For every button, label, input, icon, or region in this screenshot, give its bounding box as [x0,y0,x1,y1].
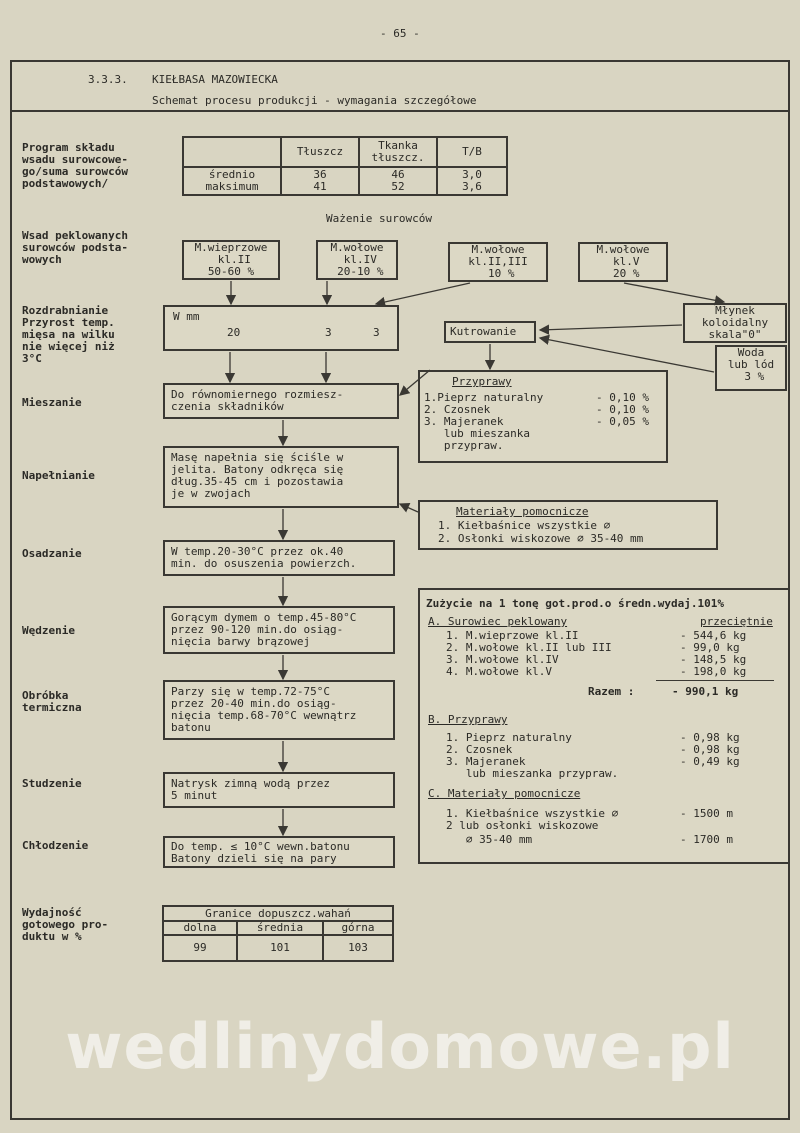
consumption-value: - 544,6 kg [680,629,747,642]
consumption-item: ∅ 35-40 mm [446,833,533,846]
consumption-item: 3. Majeranek [446,755,526,768]
consumption-total-label: Razem : [588,685,635,698]
label-wsad: Wsad peklowanych surowców podsta- wowych [22,229,128,266]
label-mieszanie: Mieszanie [22,396,82,409]
yield-header: górna [323,921,393,935]
aux-item: 1. Kiełbaśnice wszystkie ∅ [438,519,611,532]
step-osadzanie: W temp.20-30°C przez ok.40 min. do osuszenia powierzch. [163,540,395,576]
comp-cell: 52 [391,180,405,193]
grinding-plate: 3 [373,326,380,339]
step-napelnianie: Masę napełnia się ściśle w jelita. Batony odkręca się dług.35-45 cm i pozostawia je w zwojach [163,446,399,508]
kutrowanie-box: Kutrowanie [444,321,536,343]
raw-material-box: M.wołowe kl.V 20 % [578,242,668,282]
raw-material-box: M.wołowe kl.II,III 10 % [448,242,548,282]
section-number: 3.3.3. [88,73,128,86]
consumption-total-value: - 990,1 kg [672,685,739,698]
label-wedzenie: Wędzenie [22,624,75,637]
comp-cell: 46 [391,168,405,181]
step-wedzenie: Gorącym dymem o temp.45-80°C przez 90-120 min.do osiąg- nięcia barwy brązowej [163,606,395,654]
consumption-item: 1. Kiełbaśnice wszystkie ∅ [446,807,619,820]
step-mieszanie: Do równomiernego rozmiesz- czenia składników [163,383,399,419]
grinding-unit: W mm [173,310,200,323]
consumption-value: - 148,5 kg [680,653,747,666]
arrow [376,283,470,304]
mill-box: Młynek koloidalny skala"0" [683,303,787,343]
spice-value: - 0,10 % [596,391,649,404]
consumption-a-title: A. Surowiec peklowany [428,615,568,628]
yield-value: 99 [163,935,237,961]
arrow [400,370,430,395]
consumption-b-title: B. Przyprawy [428,713,508,726]
consumption-item: 2. Czosnek [446,743,513,756]
section-subtitle: Schemat procesu produkcji - wymagania szczegółowe [152,94,477,107]
consumption-avg-label: przeciętnie [700,615,773,628]
arrow [540,338,714,372]
comp-cell: 41 [313,180,327,193]
aux-title: Materiały pomocnicze [456,505,589,518]
section-title: KIEŁBASA MAZOWIECKA [152,73,278,86]
grinding-plate: 3 [325,326,332,339]
consumption-item: 2. M.wołowe kl.II lub III [446,641,612,654]
aux-item: 2. Osłonki wiskozowe ∅ 35-40 mm [438,532,644,545]
label-studzenie: Studzenie [22,777,82,790]
spice-extra: lub mieszanka przypraw. [443,427,530,452]
consumption-item: 1. Pieprz naturalny [446,731,572,744]
watermark: wedlinydomowe.pl [65,1010,735,1083]
consumption-extra: lub mieszanka przypraw. [446,767,619,780]
page-number: - 65 - [380,27,420,40]
label-rozdrabnianie: Rozdrabnianie Przyrost temp. mięsa na wilku nie więcej niż 3°C [22,304,115,365]
label-obrobka: Obróbka termiczna [22,689,82,714]
spice-name: 1.Pieprz naturalny [424,391,544,404]
consumption-c-title: C. Materiały pomocnicze [428,787,581,800]
consumption-value: - 1500 m [680,807,733,820]
consumption-title: Zużycie na 1 tonę got.prod.o średn.wydaj.101% [426,597,725,610]
arrow [400,504,418,512]
consumption-item: 1. M.wieprzowe kl.II [446,629,579,642]
yield-value: 103 [323,935,393,961]
water-box: Woda lub lód 3 % [715,345,787,391]
comp-row-label: maksimum [205,180,259,193]
arrow [540,325,682,330]
arrow [624,283,724,302]
comp-cell: 3,0 [462,168,482,181]
step-obrobka: Parzy się w temp.72-75°C przez 20-40 min.do osiąg- nięcia temp.68-70°C wewnątrz batonu [163,680,395,740]
yield-title: Granice dopuszcz.wahań [163,906,393,921]
step-chlodzenie: Do temp. ≤ 10°C wewn.batonu Batony dzieli się na pary [163,836,395,868]
raw-material-box: M.wieprzowe kl.II 50-60 % [182,240,280,280]
consumption-value: - 198,0 kg [680,665,747,678]
label-program: Program składu wsadu surowcowe- go/suma surowców podstawowych/ [22,141,128,190]
yield-header: średnia [237,921,323,935]
raw-material-box: M.wołowe kl.IV 20-10 % [316,240,398,280]
label-chlodzenie: Chłodzenie [22,839,89,852]
yield-value: 101 [237,935,323,961]
step-studzenie: Natrysk zimną wodą przez 5 minut [163,772,395,808]
comp-cell: 36 [313,168,327,181]
consumption-value: - 1700 m [680,833,733,846]
label-wydajnosc: Wydajność gotowego pro- duktu w % [22,906,109,943]
spice-name: 2. Czosnek [424,403,491,416]
consumption-value: - 0,98 kg [680,743,740,756]
comp-row-label: średnio [208,168,256,181]
spices-title: Przyprawy [452,375,512,388]
consumption-value: - 0,49 kg [680,755,740,768]
spice-name: 3. Majeranek [424,415,504,428]
consumption-value: - 0,98 kg [680,731,740,744]
comp-header: T/B [437,137,507,167]
consumption-value: - 99,0 kg [680,641,740,654]
consumption-item: 4. M.wołowe kl.V [446,665,552,678]
consumption-item: 3. M.wołowe kl.IV [446,653,559,666]
comp-cell: 3,6 [462,180,482,193]
yield-header: dolna [163,921,237,935]
label-napelnianie: Napełnianie [22,469,95,482]
spice-value: - 0,05 % [596,415,649,428]
comp-header: Tkanka tłuszcz. [359,137,437,167]
consumption-item: 2 lub osłonki wiskozowe [446,819,599,832]
comp-header: Tłuszcz [281,137,359,167]
grinding-plate: 20 [227,326,241,339]
label-osadzanie: Osadzanie [22,547,82,560]
spice-value: - 0,10 % [596,403,649,416]
weighing-title: Ważenie surowców [326,212,432,225]
